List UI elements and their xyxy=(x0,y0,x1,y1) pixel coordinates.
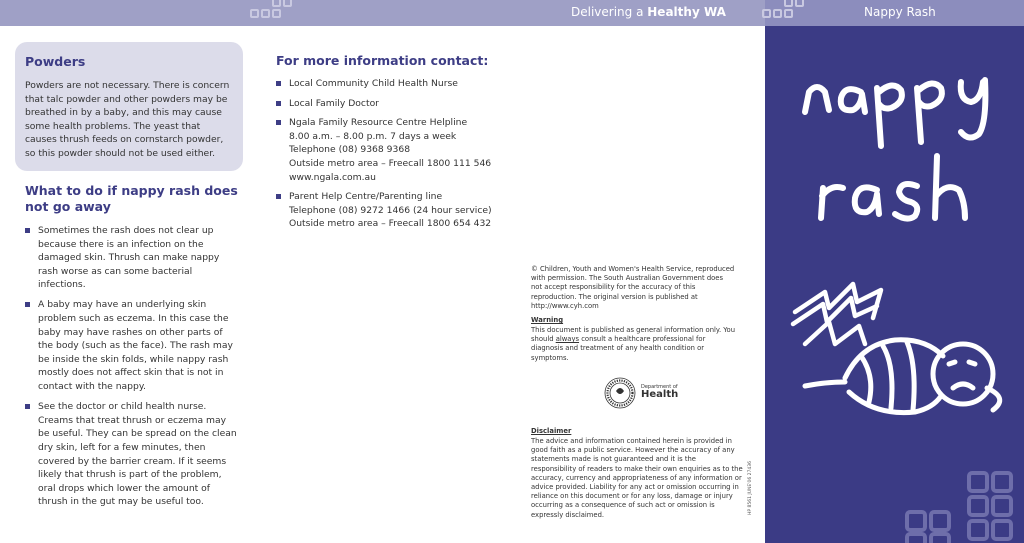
contact-item: Local Family Doctor xyxy=(276,97,506,111)
bullet-icon xyxy=(276,81,281,86)
contact-list xyxy=(276,77,506,237)
program-name: Delivering a Healthy WA xyxy=(571,5,726,19)
cover-panel xyxy=(765,26,1024,543)
decorative-squares-left xyxy=(250,0,292,18)
bullet-icon xyxy=(25,404,30,409)
bullet-icon xyxy=(25,302,30,307)
decorative-squares-right xyxy=(762,0,804,18)
contact-title: For more information contact: xyxy=(276,53,489,68)
powders-title: Powders xyxy=(25,54,86,69)
bullet-icon xyxy=(25,228,30,233)
what-to-do-list xyxy=(25,224,240,515)
contact-item: Ngala Family Resource Centre Helpline 8.00 a.m. – 8.00 p.m. 7 days a week Telephone (08) 9368 9368 Outside metro area – Freecall 1800 111 546 www.ngala.com.au xyxy=(276,116,506,184)
powders-body: Powders are not necessary. There is concern that talc powder and other powders may be breathed in by a baby, and this may cause some health problems. The yeast that causes thrush feeds on cornstarch powder, so this powder should not be used either. xyxy=(25,80,230,159)
list-item: A baby may have an underlying skin problem such as eczema. In this case the baby may have rashes on other parts of the body (such as the face). The rash may be inside the skin folds, while nappy rash mostly does not affect skin that is not in contact with the nappy. xyxy=(25,298,240,393)
ngala-link[interactable]: www.ngala.com.au xyxy=(289,171,377,183)
disclaimer-title: Disclaimer xyxy=(531,427,572,435)
cover-illustration xyxy=(765,26,1024,543)
logo-department-text: Department of xyxy=(641,384,678,390)
list-item: Sometimes the rash does not clear up because there is an infection on the damaged skin. Thrush can make nappy rash worse as can some bacterial infections. xyxy=(25,224,240,292)
sleeping-baby-icon xyxy=(805,340,1000,413)
disclaimer-text: The advice and information contained herein is provided in good faith as a public service. However the accuracy of any statements made is not guaranteed and it is the responsibility of readers to make their own enquiries as to the accuracy, currency and appropriateness of any information or advice provided. Liability for any act or omission occurring in reliance on this document or for any loss, damage or injury occurring as a consequence of such act or omission is expressly disclaimed. xyxy=(531,437,743,519)
logo-health-text: Health xyxy=(641,389,679,400)
bullet-icon xyxy=(276,194,281,199)
cover-title-handwriting xyxy=(805,80,985,219)
publication-code: HP 8561 JUNE'06 27436 xyxy=(748,461,753,515)
list-item: See the doctor or child health nurse. Creams that treat thrush or eczema may be useful. They can be spread on the clean dry skin, left for a few minutes, then covered by the barrier cream. If it seems likely that thrush is part of the problem, oral drops which lower the amount of thrush in the gut may be useful too. xyxy=(25,400,240,509)
powders-section xyxy=(15,42,243,171)
warning-title: Warning xyxy=(531,316,564,324)
contact-item: Parent Help Centre/Parenting line Telephone (08) 9272 1466 (24 hour service) Outside metro area – Freecall 1800 654 432 xyxy=(276,190,506,231)
copyright-text: © Children, Youth and Women's Health Service, reproduced with permission. The South Australian Government does not accept responsibility for the accuracy of this reproduction. The original version is published at http://www.cyh.com xyxy=(531,265,735,310)
contact-item: Local Community Child Health Nurse xyxy=(276,77,506,91)
doc-title: Nappy Rash xyxy=(864,5,936,19)
warning-text: This document is published as general information only. You should always consult a healthcare professional for diagnosis and treatment of any health condition or symptoms. xyxy=(531,326,736,362)
top-bar xyxy=(0,0,1024,26)
decorative-squares-bottom xyxy=(907,473,1011,543)
bullet-icon xyxy=(276,101,281,106)
what-to-do-title: What to do if nappy rash does not go away xyxy=(25,183,238,214)
crown-icon xyxy=(793,284,881,344)
bullet-icon xyxy=(276,120,281,125)
